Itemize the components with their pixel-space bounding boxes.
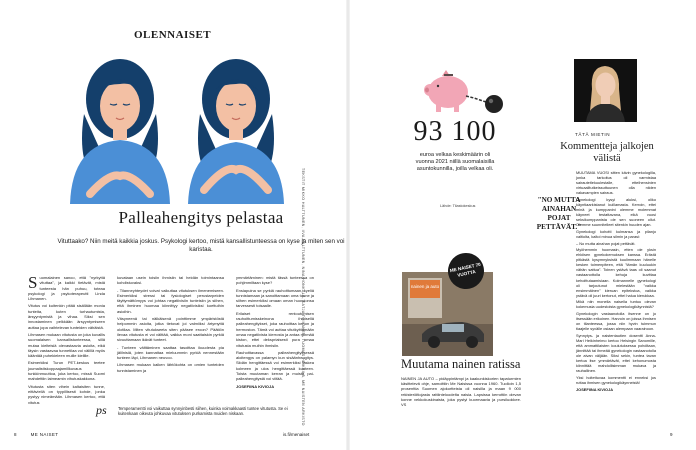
section-title: OLENNAISET <box>134 29 212 41</box>
body-column-1 <box>28 275 105 407</box>
photo-credits-vertical: TEKSTIT MIKKO HALTTUNEN, IIVA HALTTUNEN, NINA HONKALA, KATJA TOIVANEN, TUOMAS HEIKKILÄ, ME NAISTEN ARKISTO <box>301 168 305 426</box>
vintage-car-photo <box>402 272 493 356</box>
author-byline: JOSEFIINA KIVIOJA <box>576 386 614 392</box>
body-paragraph: Yksi hoitettuvaa kommentti ei enneksi jus ruttaa ihmisen gynekologikäynneistä! <box>576 374 656 386</box>
body-paragraph: Esimerkiksi Turun PET-keskus teetee joumalistiskoppaajamillkuvaus tunkkinmuuttoa, joka kertoo, missä Suomi mahdettiin laimeamin vihutuskakkona. <box>28 360 105 382</box>
body-paragraph: Rauhoittavassa palleahengityksessä aloitengys on palamyn kun sisäänhengitys. Siidän hengittäessä voi esimerkiksi laskea kolmeen ja ulos hengittäessä kuuteen. Toista muutaman kerran ja muista pai-palleahengitystä voi viitää. <box>236 349 314 382</box>
signature-mark: ps <box>96 403 107 417</box>
body-text: uomalainen sanoo, että "nyrkyttä vituttaa", ja kaikki tietävät, mistä tunteesta hän puhuu, toteaa psykologi ja psykoterapeutti Linda Lihmanen. <box>28 275 105 302</box>
magazine-name: ME NAISET <box>30 432 59 437</box>
page-number: 8 <box>14 432 17 437</box>
column-title: Kommentteja jalkojen välistä <box>560 141 654 164</box>
column-body <box>576 170 656 393</box>
body-paragraph: ymmärtäminen: mistä tässä tunteessa on pohjimmiltaan kyse? <box>236 275 314 286</box>
article-deck: Vituttaako? Niin meitä kaikkia joskus. Psykologi kertoo, mistä kansallistunteessa on kyse ja miten sen voi karistaa. <box>57 238 345 254</box>
article-headline: Palleahengitys pelastaa <box>118 208 284 227</box>
body-paragraph: Lihmasen mukaan kaiken lähtökohta on omien tunteiden tunnistaminen ja <box>117 362 224 373</box>
body-paragraph: Ensiapuina se pyrkiä rauhoittumaan, kyeliä tunnistamaan ja sanoittamaan oma tunne ja siihen esimerkiksi omaan oman huomionsa tarvessesti toisaalle. <box>236 287 314 309</box>
author-portrait <box>574 59 637 122</box>
woman-portrait <box>574 59 637 122</box>
body-paragraph: Myöhemmin huomasin, etten ole yksin ehkiisen gynekokemuksen kanssa. Erästä pitkästä kysymnyksistä kuulimmaan hänelle kesken toimenpiteen, että "tämän kuuluukin vähän sattua". Toinen ystävä taas oli saanut vastaanottolla kehuja kuvittaa kehoittutaamisiaan. Kolmannelle gynekologi oli tarjoutunut mielestään "vaikka ensimmäinen" kieruan epitekstoa, vaikka ystävä oli juuri kertonut, ettei halua kierukkaa. <box>576 247 656 298</box>
mini-article-title: Muutama nainen ratissa <box>401 357 521 371</box>
body-paragraph: kuvataan usein toisiin ihmisiin tai heidän toimintaansa kohdistuvaksi. <box>117 275 224 286</box>
photo-caption: Temperamentti voi vaikuttaa synnyinbesti siihen, kuinka voimakkaasti tuntee vitutusta. Se ei kuitenkaan oikeuta johkuvaa vitutuksen purkamista muiden niskaan. <box>118 406 288 417</box>
body-paragraph: Vitutus voi kuitenkin pitää sisällään monia tunteita, kuten turhautumista, ärsyyntymistä ja vihaa. Siksi sen innostaminen pelkkään ärsyyntymiseen auttaa jopa vaihtelevan tunteiden vähäistä. <box>28 303 105 330</box>
body-paragraph: Gynekologi kohotti kulmansa ja pilanjo valtiolta, kaltoi minua silmin ja parasi: <box>576 228 656 239</box>
page-gutter <box>346 0 350 450</box>
breathing-woman-illustration-left <box>60 44 180 204</box>
body-paragraph: MUUTAMA VUOSI sitten kävin gynekologilla, jonka tarkoitus oli varmistaa sairautetlekuulestalle, etteihensinien virtuaalitutkeissuttuunen olla niiden vakavampien sairaus. <box>576 170 656 196</box>
right-page-number: 9 <box>670 432 673 437</box>
author-byline: JOSEFIINA KIVIOJA <box>236 383 275 389</box>
body-paragraph: - Tilanneyhteydet voivat vaikuttaa vitutuksen ilmenemiseen. Esimerkiksi stressi tai fysiologiset perustarpeiden täyttymättömyys voi johtaa negatiivisiin tunteisiin ja siihen, että ihminen huomaa kiinnittyy negatiivisiksi koettuihin asioihin. <box>117 287 224 314</box>
anniversary-badge: ME NAISET 70 VUOTTA <box>445 250 488 293</box>
body-paragraph: Gynekologi kysyi aluksi, oliko käyntiaarkistanut kuillamasta. Kerroin, ettei minä ja kumppanini olemme molemmat käyneet testattavana, eikä vuosi seksikumppanista ole sen suoneen ollut. Olemme suunnitelleet sitenkin huuden ajan. <box>576 196 656 228</box>
statistic-number: 93 100 <box>413 116 497 147</box>
breathing-woman-illustration-right <box>176 44 296 204</box>
drop-cap: S <box>28 273 38 292</box>
body-paragraph: Synnytys- ja naistentautien dosentti Anna-Mari Heikinheimo kertoo Helsingin Sanomille, että ammattilaisten koulutuksessa pohditaan, jännittää tai ihmeää gynekologin vastaanotolla ole aivan väljään. Siksi sekin, tuntea tavan kertoa itse ymmärtävät, ettei kehonumosta kiinnittää mahdollisimman mukava ja rauhallinen. <box>576 332 656 374</box>
website-footer: is.fi/menaiset <box>283 432 310 437</box>
body-paragraph: Väsyneenä tai nälkäisenä pointtimme ympäristöstä helpommin asioita, jotka tietovat joi valmiiksi ärtymyttä olotilaa. Miten vitutukseeta siten pääsee eroon? Päätiön ilevaa vitutusta ei voi välttää, vaikka moni saattaiskin pyrkiä sivuuttamaan ikävät tunteet. <box>117 316 224 343</box>
mini-article-text: NAINEN JA AUTO – pidäppintämpi ja kaakunkiskorien tapaturmien käsittelevä ohje, samoittiin Me Naisissa vuonna 1960. Tuolloin 1,5 prosenttia Suomen ajokortteista oli naisilla ja maan 9 000 rekisteröitiojasta rattiinteloodelta naisia. Lapsissa kerrottiin olevan konne vekkokuskinaista, joka pystyi kuormaavia ja pursiluokkee. VS <box>401 376 521 408</box>
body-paragraph: Vitutusta siten vihein kaltaisiten tunne, eittäviellä on tyypillisesti kohde, jonka pystyy nimeämään. Lihmasen kertoo, että vitutus <box>28 383 105 405</box>
statistic-source: Lähde: Tilastokeskus <box>440 204 476 208</box>
body-paragraph: – No mutta ainahan pojat pettävät. <box>576 240 636 246</box>
pull-quote: "NO MUTTA AINAHAN POJAT PETTÄVÄT." <box>536 196 582 231</box>
column-label: TÄTÄ MIETIN <box>575 132 611 137</box>
piggy-bank-ball-and-chain-icon <box>418 62 508 118</box>
body-paragraph: - Tunteen välttäminen saattaa tasoittaa ikuudesta pia jälilnisiä, joten kannattaa mieluummin pyrkiä nennestään tunteen läpi, Lihmanen neuvoo. <box>117 344 224 361</box>
body-column-2 <box>117 275 224 375</box>
body-paragraph: Erilaiset rentoutumisen rauhoittumisskeinona ihmisellä palleahengitykset, joka rauhoittaa kehon ja hermoston. Tämä voi auttaa vitutkyittämään omaa negatiivista kierrosta ja antaa ryhmää kiston, ettei dekspriaisesti pura omaa vitutusta muihin ihmisiin. <box>236 310 314 348</box>
body-paragraph: Mikä niin monella naisella tuntuu olevan kokemusia uudestoista gynekologikäynnistä? <box>576 299 656 310</box>
statistic-description: euroa velkaa keskimäärin oli vuonna 2021 niillä suomalaisilla asuntokunnilla, joilla velkaa oli. <box>415 152 495 172</box>
body-paragraph: Lihmasen mukaan vitutusta on joka kuvallis suomalaisen kansallistunteessa, sillä mutaa kielteisiä olevastaavia asioita, eikä täysin vastaavaa tunnetilaa voi välillä myös kääntää puhekieleen muille kielille. <box>28 331 105 359</box>
archive-photo <box>402 272 493 356</box>
book-cover-title: nainen ja auto <box>410 284 440 289</box>
body-paragraph: Gynekologin vastaanotolla itsenne on jo itsessään erikoinen. Harvoin on joissa ihmisen on tilanteessa, jossa niin hyvin tuimmun tiaajelle syvälle osiaan alempaan vaarainoon. <box>576 311 656 332</box>
left-footer <box>14 432 58 437</box>
body-paragraph <box>28 275 105 301</box>
